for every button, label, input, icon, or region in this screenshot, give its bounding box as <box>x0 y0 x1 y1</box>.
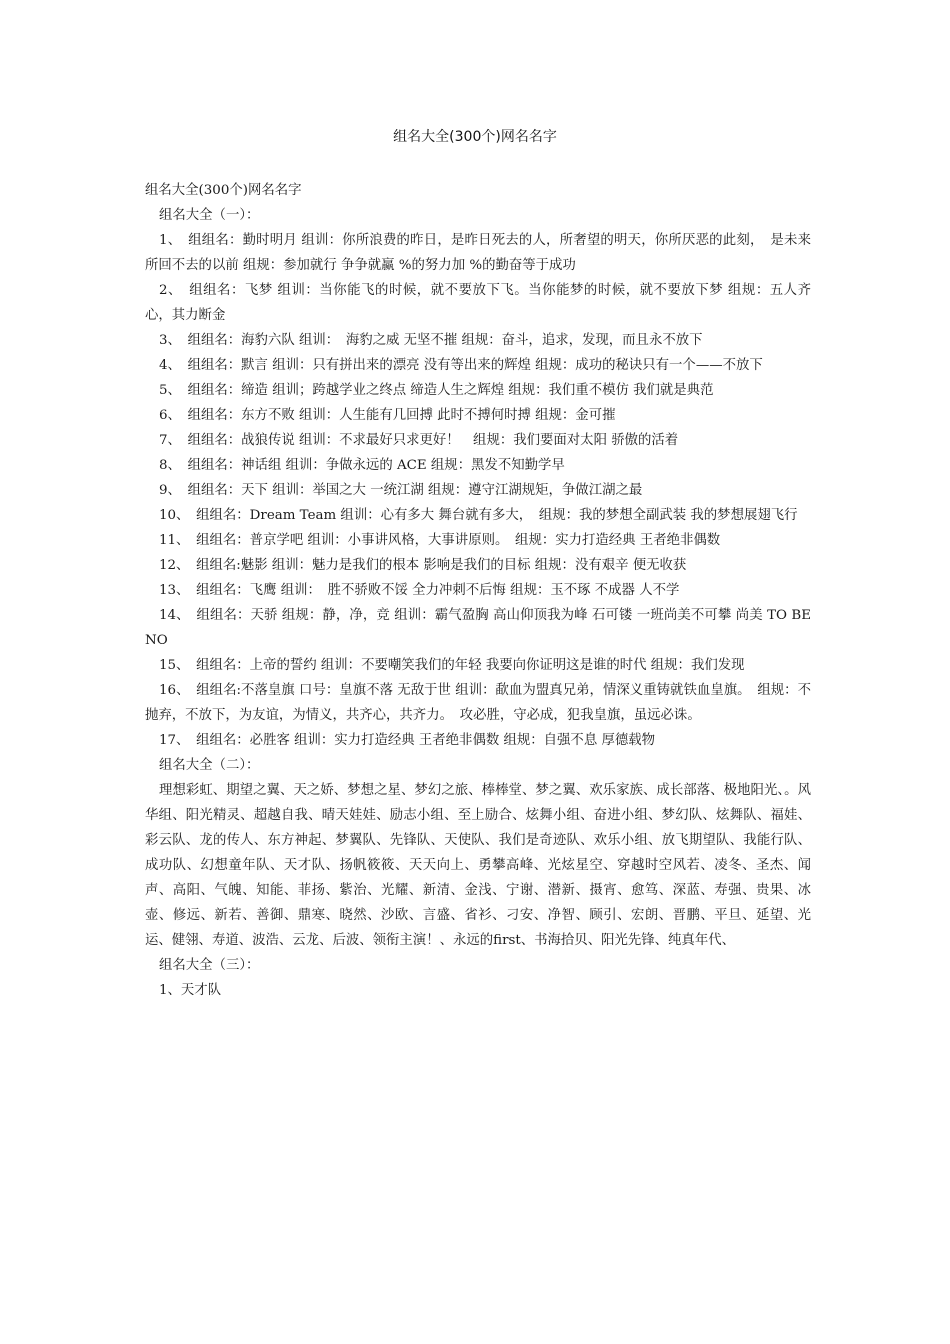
list-item: 10、 组组名：Dream Team 组训：心有多大 舞台就有多大， 组规：我的梦想全副武装 我的梦想展翅飞行 <box>159 508 798 523</box>
list-item: 12、 组组名:魅影 组训：魅力是我们的根本 影响是我们的目标 组规：没有艰辛 便无收获 <box>159 558 687 573</box>
section-heading-3: 组名大全（三）： <box>159 958 260 973</box>
document-body <box>145 178 811 1003</box>
list-item: 9、 组组名：天下 组训：举国之大 一统江湖 组规：遵守江湖规矩，争做江湖之最 <box>159 483 643 498</box>
list-item: 1、天才队 <box>159 983 222 998</box>
list-item: 2、 组组名：飞梦 组训：当你能飞的时候，就不要放下飞。当你能梦的时候，就不要放下梦 组规：五人齐心，其力断金 <box>145 283 811 323</box>
list-item: 17、 组组名：必胜客 组训：实力打造经典 王者绝非偶数 组规：自强不息 厚德载物 <box>159 733 656 748</box>
list-item: 8、 组组名：神话组 组训：争做永远的 ACE 组规：黑发不知勤学早 <box>159 458 565 473</box>
section-2-paragraph: 理想彩虹、期望之翼、天之娇、梦想之星、梦幻之旅、棒棒堂、梦之翼、欢乐家族、成长部落、极地阳光、。风华组、阳光精灵、超越自我、晴天娃娃、励志小组、至上励合、炫舞小组、奋进小组、梦幻队、炫舞队、福娃、彩云队、龙的传人、东方神起、梦翼队、先锋队、天使队、我们是奇迹队、欢乐小组、放飞期望队、我能行队、成功队、幻想童年队、天才队、扬帆筱筱、天天向上、勇攀高峰、光炫星空、穿越时空风若、凌冬、圣杰、闻声、高阳、气魄、知能、菲扬、紫治、光耀、新清、金浅、宁谢、潜新、摄宵、愈笃、深蓝、寿强、贵果、冰壶、修远、新若、善御、鼎寒、晓然、沙欧、言盛、省衫、刁安、净智、顾引、宏朗、晋鹏、平旦、延望、光运、健翎、寿道、波浩、云龙、后波、领衔主演！、永远的first、书海拾贝、阳光先锋、纯真年代、 <box>145 783 811 948</box>
list-item: 11、 组组名：普京学吧 组训：小事讲风格，大事讲原则。 组规：实力打造经典 王者绝非偶数 <box>159 533 721 548</box>
list-item: 14、 组组名：天骄 组规：静，净，竞 组训：霸气盈胸 高山仰顶我为峰 石可镂 一班尚美不可攀 尚美 TO BE NO <box>145 608 811 648</box>
list-item: 4、 组组名：默言 组训：只有拼出来的漂亮 没有等出来的辉煌 组规：成功的秘诀只有一个——不放下 <box>159 358 763 373</box>
list-item: 6、 组组名：东方不败 组训：人生能有几回搏 此时不搏何时搏 组规：金可摧 <box>159 408 616 423</box>
document-title: 组名大全(300个)网名名字 <box>393 129 557 145</box>
list-item: 15、 组组名：上帝的誓约 组训：不要嘲笑我们的年轻 我要向你证明这是谁的时代 组规：我们发现 <box>159 658 745 673</box>
list-item: 13、 组组名：飞鹰 组训： 胜不骄败不馁 全力冲刺不后悔 组规：玉不琢 不成器 人不学 <box>159 583 680 598</box>
list-item: 3、 组组名：海豹六队 组训： 海豹之威 无坚不摧 组规：奋斗，追求，发现，而且永不放下 <box>159 333 703 348</box>
list-item: 1、 组组名：勤时明月 组训：你所浪费的昨日，是昨日死去的人，所奢望的明天，你所厌恶的此刻， 是未来所回不去的以前 组规：参加就行 争争就赢 %的努力加 %的勤奋等于成功 <box>145 233 811 273</box>
list-item: 16、 组组名:不落皇旗 口号：皇旗不落 无敌于世 组训：歃血为盟真兄弟，情深义重铸就铁血皇旗。 组规：不抛弃，不放下，为友谊，为情义，共齐心，共齐力。 攻必胜，守必成，犯我皇旗，虽远必诛。 <box>145 683 811 723</box>
section-heading-1: 组名大全（一）： <box>159 208 260 223</box>
section-heading-2: 组名大全（二）： <box>159 758 260 773</box>
body-subtitle: 组名大全(300个)网名名字 <box>145 183 302 198</box>
list-item: 5、 组组名：缔造 组训；跨越学业之终点 缔造人生之辉煌 组规：我们重不模仿 我们就是典范 <box>159 383 714 398</box>
list-item: 7、 组组名：战狼传说 组训：不求最好只求更好！ 组规：我们要面对太阳 骄傲的活着 <box>159 433 679 448</box>
